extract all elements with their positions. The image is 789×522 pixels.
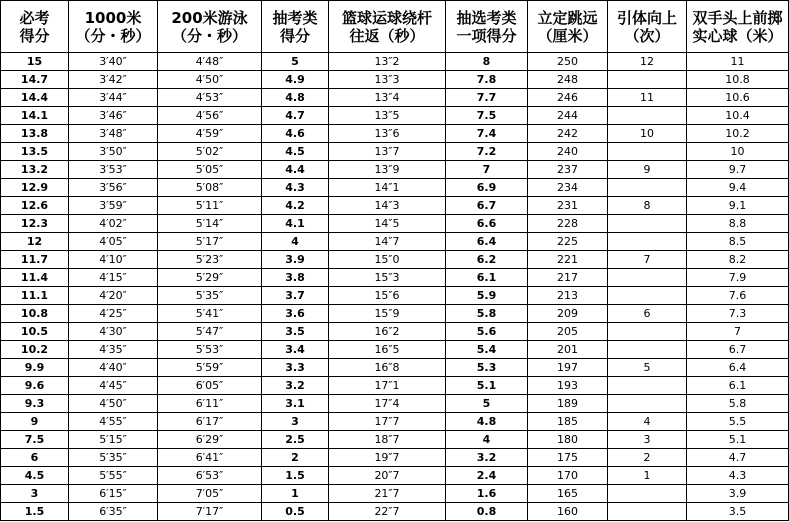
cell-elective-score: 8 [446, 53, 528, 71]
table-row [1, 503, 789, 521]
cell-1000m: 3′42″ [69, 71, 158, 89]
table-row [1, 413, 789, 431]
cell-elective-score: 3.2 [446, 449, 528, 467]
cell-1000m: 6′15″ [69, 485, 158, 503]
cell-pull-up [608, 287, 687, 305]
cell-required-score: 13.2 [1, 161, 69, 179]
cell-sampled-score: 2.5 [262, 431, 329, 449]
cell-200m-swim: 5′53″ [158, 341, 262, 359]
cell-sampled-score: 4 [262, 233, 329, 251]
cell-required-score: 12 [1, 233, 69, 251]
cell-medicine-ball-throw: 7.6 [687, 287, 789, 305]
cell-sampled-score: 4.3 [262, 179, 329, 197]
cell-1000m: 3′50″ [69, 143, 158, 161]
cell-standing-long-jump: 228 [528, 215, 608, 233]
cell-medicine-ball-throw: 10.8 [687, 71, 789, 89]
cell-standing-long-jump: 250 [528, 53, 608, 71]
cell-elective-score: 7.7 [446, 89, 528, 107]
cell-medicine-ball-throw: 5.1 [687, 431, 789, 449]
cell-medicine-ball-throw: 6.7 [687, 341, 789, 359]
cell-required-score: 10.5 [1, 323, 69, 341]
cell-medicine-ball-throw: 6.4 [687, 359, 789, 377]
cell-1000m: 4′10″ [69, 251, 158, 269]
cell-sampled-score: 3.3 [262, 359, 329, 377]
cell-medicine-ball-throw: 10.2 [687, 125, 789, 143]
cell-elective-score: 1.6 [446, 485, 528, 503]
cell-elective-score: 6.9 [446, 179, 528, 197]
cell-standing-long-jump: 193 [528, 377, 608, 395]
cell-sampled-score: 4.5 [262, 143, 329, 161]
table-row [1, 395, 789, 413]
cell-elective-score: 6.2 [446, 251, 528, 269]
cell-sampled-score: 4.8 [262, 89, 329, 107]
cell-basketball-dribble: 14″1 [329, 179, 446, 197]
cell-standing-long-jump: 217 [528, 269, 608, 287]
cell-standing-long-jump: 175 [528, 449, 608, 467]
cell-basketball-dribble: 17″1 [329, 377, 446, 395]
cell-200m-swim: 5′11″ [158, 197, 262, 215]
table-row [1, 71, 789, 89]
cell-200m-swim: 6′41″ [158, 449, 262, 467]
cell-medicine-ball-throw: 10 [687, 143, 789, 161]
cell-standing-long-jump: 213 [528, 287, 608, 305]
cell-1000m: 3′40″ [69, 53, 158, 71]
cell-medicine-ball-throw: 8.5 [687, 233, 789, 251]
table-row [1, 323, 789, 341]
cell-required-score: 15 [1, 53, 69, 71]
cell-1000m: 4′02″ [69, 215, 158, 233]
cell-pull-up [608, 323, 687, 341]
cell-basketball-dribble: 16″2 [329, 323, 446, 341]
cell-required-score: 12.9 [1, 179, 69, 197]
cell-pull-up [608, 269, 687, 287]
header-1000m: 1000米 （分・秒） [69, 1, 158, 53]
table-row [1, 467, 789, 485]
cell-standing-long-jump: 242 [528, 125, 608, 143]
cell-pull-up: 9 [608, 161, 687, 179]
cell-required-score: 9 [1, 413, 69, 431]
cell-sampled-score: 3.4 [262, 341, 329, 359]
cell-medicine-ball-throw: 7.9 [687, 269, 789, 287]
cell-standing-long-jump: 170 [528, 467, 608, 485]
cell-basketball-dribble: 14″3 [329, 197, 446, 215]
cell-pull-up: 2 [608, 449, 687, 467]
cell-standing-long-jump: 180 [528, 431, 608, 449]
cell-200m-swim: 5′59″ [158, 359, 262, 377]
cell-200m-swim: 4′59″ [158, 125, 262, 143]
cell-standing-long-jump: 209 [528, 305, 608, 323]
cell-basketball-dribble: 14″7 [329, 233, 446, 251]
cell-basketball-dribble: 16″5 [329, 341, 446, 359]
cell-sampled-score: 3.5 [262, 323, 329, 341]
table-row [1, 377, 789, 395]
cell-sampled-score: 3.1 [262, 395, 329, 413]
cell-sampled-score: 4.1 [262, 215, 329, 233]
cell-sampled-score: 3.9 [262, 251, 329, 269]
cell-required-score: 1.5 [1, 503, 69, 521]
cell-medicine-ball-throw: 10.4 [687, 107, 789, 125]
cell-sampled-score: 0.5 [262, 503, 329, 521]
cell-required-score: 13.8 [1, 125, 69, 143]
cell-pull-up [608, 503, 687, 521]
cell-1000m: 4′55″ [69, 413, 158, 431]
cell-200m-swim: 5′17″ [158, 233, 262, 251]
cell-standing-long-jump: 189 [528, 395, 608, 413]
cell-required-score: 9.3 [1, 395, 69, 413]
table-row [1, 359, 789, 377]
cell-200m-swim: 6′11″ [158, 395, 262, 413]
header-row [1, 1, 789, 53]
cell-required-score: 11.1 [1, 287, 69, 305]
cell-sampled-score: 3.2 [262, 377, 329, 395]
cell-required-score: 12.3 [1, 215, 69, 233]
cell-pull-up: 11 [608, 89, 687, 107]
cell-1000m: 3′48″ [69, 125, 158, 143]
cell-sampled-score: 4.9 [262, 71, 329, 89]
header-sampled-score: 抽考类 得分 [262, 1, 329, 53]
cell-elective-score: 6.6 [446, 215, 528, 233]
cell-pull-up: 4 [608, 413, 687, 431]
cell-standing-long-jump: 185 [528, 413, 608, 431]
cell-sampled-score: 3.6 [262, 305, 329, 323]
cell-1000m: 3′46″ [69, 107, 158, 125]
cell-elective-score: 5.1 [446, 377, 528, 395]
cell-basketball-dribble: 21″7 [329, 485, 446, 503]
cell-standing-long-jump: 197 [528, 359, 608, 377]
table-row [1, 53, 789, 71]
header-pull-up: 引体向上 （次） [608, 1, 687, 53]
cell-medicine-ball-throw: 8.2 [687, 251, 789, 269]
cell-medicine-ball-throw: 9.1 [687, 197, 789, 215]
cell-medicine-ball-throw: 5.8 [687, 395, 789, 413]
table-row [1, 161, 789, 179]
header-medicine-ball-throw: 双手头上前掷 实心球（米） [687, 1, 789, 53]
cell-elective-score: 7.8 [446, 71, 528, 89]
cell-standing-long-jump: 246 [528, 89, 608, 107]
cell-basketball-dribble: 18″7 [329, 431, 446, 449]
cell-pull-up [608, 179, 687, 197]
cell-1000m: 6′35″ [69, 503, 158, 521]
cell-1000m: 4′30″ [69, 323, 158, 341]
cell-elective-score: 2.4 [446, 467, 528, 485]
cell-elective-score: 6.4 [446, 233, 528, 251]
cell-basketball-dribble: 17″4 [329, 395, 446, 413]
cell-elective-score: 0.8 [446, 503, 528, 521]
cell-elective-score: 7.2 [446, 143, 528, 161]
table-row [1, 305, 789, 323]
cell-sampled-score: 1.5 [262, 467, 329, 485]
cell-required-score: 13.5 [1, 143, 69, 161]
cell-standing-long-jump: 248 [528, 71, 608, 89]
cell-required-score: 14.4 [1, 89, 69, 107]
cell-pull-up [608, 143, 687, 161]
cell-sampled-score: 3 [262, 413, 329, 431]
cell-elective-score: 5.4 [446, 341, 528, 359]
cell-basketball-dribble: 16″8 [329, 359, 446, 377]
cell-pull-up: 3 [608, 431, 687, 449]
cell-pull-up [608, 395, 687, 413]
cell-200m-swim: 7′17″ [158, 503, 262, 521]
cell-pull-up [608, 215, 687, 233]
cell-standing-long-jump: 201 [528, 341, 608, 359]
table-row [1, 341, 789, 359]
cell-standing-long-jump: 225 [528, 233, 608, 251]
cell-medicine-ball-throw: 9.7 [687, 161, 789, 179]
cell-standing-long-jump: 244 [528, 107, 608, 125]
cell-required-score: 14.1 [1, 107, 69, 125]
table-row [1, 125, 789, 143]
cell-1000m: 4′40″ [69, 359, 158, 377]
cell-elective-score: 7.4 [446, 125, 528, 143]
cell-200m-swim: 5′02″ [158, 143, 262, 161]
cell-medicine-ball-throw: 8.8 [687, 215, 789, 233]
cell-medicine-ball-throw: 3.9 [687, 485, 789, 503]
cell-sampled-score: 3.7 [262, 287, 329, 305]
cell-200m-swim: 5′47″ [158, 323, 262, 341]
table-row [1, 89, 789, 107]
header-required-score: 必考 得分 [1, 1, 69, 53]
cell-standing-long-jump: 237 [528, 161, 608, 179]
table-row [1, 485, 789, 503]
cell-medicine-ball-throw: 11 [687, 53, 789, 71]
cell-1000m: 4′35″ [69, 341, 158, 359]
cell-200m-swim: 6′17″ [158, 413, 262, 431]
cell-sampled-score: 4.7 [262, 107, 329, 125]
cell-basketball-dribble: 13″3 [329, 71, 446, 89]
cell-standing-long-jump: 240 [528, 143, 608, 161]
cell-200m-swim: 5′41″ [158, 305, 262, 323]
cell-elective-score: 5.9 [446, 287, 528, 305]
cell-required-score: 6 [1, 449, 69, 467]
cell-pull-up [608, 71, 687, 89]
cell-medicine-ball-throw: 4.3 [687, 467, 789, 485]
cell-required-score: 10.2 [1, 341, 69, 359]
table-row [1, 449, 789, 467]
cell-required-score: 4.5 [1, 467, 69, 485]
cell-required-score: 12.6 [1, 197, 69, 215]
cell-basketball-dribble: 13″9 [329, 161, 446, 179]
cell-elective-score: 4.8 [446, 413, 528, 431]
cell-1000m: 4′05″ [69, 233, 158, 251]
cell-medicine-ball-throw: 7.3 [687, 305, 789, 323]
cell-elective-score: 7.5 [446, 107, 528, 125]
cell-sampled-score: 4.4 [262, 161, 329, 179]
cell-basketball-dribble: 17″7 [329, 413, 446, 431]
cell-sampled-score: 4.2 [262, 197, 329, 215]
cell-medicine-ball-throw: 7 [687, 323, 789, 341]
cell-basketball-dribble: 14″5 [329, 215, 446, 233]
cell-standing-long-jump: 234 [528, 179, 608, 197]
cell-200m-swim: 5′14″ [158, 215, 262, 233]
cell-basketball-dribble: 13″2 [329, 53, 446, 71]
cell-elective-score: 4 [446, 431, 528, 449]
cell-elective-score: 5.8 [446, 305, 528, 323]
table-row [1, 107, 789, 125]
cell-required-score: 11.4 [1, 269, 69, 287]
cell-elective-score: 5.6 [446, 323, 528, 341]
cell-pull-up: 10 [608, 125, 687, 143]
cell-basketball-dribble: 13″7 [329, 143, 446, 161]
cell-pull-up [608, 485, 687, 503]
table-row [1, 179, 789, 197]
cell-200m-swim: 4′48″ [158, 53, 262, 71]
cell-basketball-dribble: 15″6 [329, 287, 446, 305]
cell-pull-up [608, 107, 687, 125]
header-basketball-dribble: 篮球运球绕杆 往返（秒） [329, 1, 446, 53]
cell-pull-up: 8 [608, 197, 687, 215]
cell-sampled-score: 5 [262, 53, 329, 71]
cell-1000m: 3′44″ [69, 89, 158, 107]
cell-1000m: 4′45″ [69, 377, 158, 395]
cell-required-score: 10.8 [1, 305, 69, 323]
header-standing-long-jump: 立定跳远 （厘米） [528, 1, 608, 53]
cell-pull-up: 5 [608, 359, 687, 377]
cell-required-score: 9.6 [1, 377, 69, 395]
cell-basketball-dribble: 15″0 [329, 251, 446, 269]
cell-required-score: 9.9 [1, 359, 69, 377]
cell-required-score: 7.5 [1, 431, 69, 449]
cell-1000m: 5′15″ [69, 431, 158, 449]
header-elective-score: 抽选考类 一项得分 [446, 1, 528, 53]
cell-standing-long-jump: 205 [528, 323, 608, 341]
table-header [1, 1, 789, 53]
cell-200m-swim: 5′05″ [158, 161, 262, 179]
cell-1000m: 4′15″ [69, 269, 158, 287]
cell-required-score: 11.7 [1, 251, 69, 269]
table-row [1, 251, 789, 269]
cell-pull-up [608, 377, 687, 395]
cell-200m-swim: 5′23″ [158, 251, 262, 269]
cell-pull-up: 6 [608, 305, 687, 323]
cell-medicine-ball-throw: 10.6 [687, 89, 789, 107]
cell-sampled-score: 3.8 [262, 269, 329, 287]
cell-1000m: 4′50″ [69, 395, 158, 413]
cell-required-score: 14.7 [1, 71, 69, 89]
table-row [1, 215, 789, 233]
cell-medicine-ball-throw: 4.7 [687, 449, 789, 467]
cell-sampled-score: 4.6 [262, 125, 329, 143]
cell-1000m: 5′35″ [69, 449, 158, 467]
cell-1000m: 5′55″ [69, 467, 158, 485]
cell-sampled-score: 2 [262, 449, 329, 467]
cell-elective-score: 7 [446, 161, 528, 179]
cell-required-score: 3 [1, 485, 69, 503]
table-row [1, 431, 789, 449]
cell-200m-swim: 4′50″ [158, 71, 262, 89]
cell-medicine-ball-throw: 3.5 [687, 503, 789, 521]
cell-sampled-score: 1 [262, 485, 329, 503]
cell-1000m: 3′53″ [69, 161, 158, 179]
cell-pull-up: 1 [608, 467, 687, 485]
cell-pull-up: 7 [608, 251, 687, 269]
table-row [1, 287, 789, 305]
cell-basketball-dribble: 19″7 [329, 449, 446, 467]
cell-basketball-dribble: 13″5 [329, 107, 446, 125]
table-body [1, 53, 789, 521]
cell-1000m: 4′25″ [69, 305, 158, 323]
table-row [1, 143, 789, 161]
cell-medicine-ball-throw: 9.4 [687, 179, 789, 197]
cell-1000m: 4′20″ [69, 287, 158, 305]
cell-200m-swim: 5′08″ [158, 179, 262, 197]
cell-standing-long-jump: 160 [528, 503, 608, 521]
cell-standing-long-jump: 165 [528, 485, 608, 503]
cell-elective-score: 6.1 [446, 269, 528, 287]
table-row [1, 197, 789, 215]
cell-basketball-dribble: 15″3 [329, 269, 446, 287]
cell-1000m: 3′59″ [69, 197, 158, 215]
cell-basketball-dribble: 13″6 [329, 125, 446, 143]
cell-pull-up: 12 [608, 53, 687, 71]
cell-standing-long-jump: 221 [528, 251, 608, 269]
cell-1000m: 3′56″ [69, 179, 158, 197]
cell-200m-swim: 6′53″ [158, 467, 262, 485]
cell-medicine-ball-throw: 6.1 [687, 377, 789, 395]
cell-medicine-ball-throw: 5.5 [687, 413, 789, 431]
cell-200m-swim: 5′35″ [158, 287, 262, 305]
cell-basketball-dribble: 13″4 [329, 89, 446, 107]
cell-200m-swim: 6′29″ [158, 431, 262, 449]
cell-200m-swim: 7′05″ [158, 485, 262, 503]
cell-elective-score: 6.7 [446, 197, 528, 215]
cell-200m-swim: 6′05″ [158, 377, 262, 395]
cell-basketball-dribble: 20″7 [329, 467, 446, 485]
cell-elective-score: 5 [446, 395, 528, 413]
table-row [1, 269, 789, 287]
cell-pull-up [608, 341, 687, 359]
header-200m-swim: 200米游泳 （分・秒） [158, 1, 262, 53]
cell-basketball-dribble: 15″9 [329, 305, 446, 323]
cell-elective-score: 5.3 [446, 359, 528, 377]
cell-200m-swim: 4′56″ [158, 107, 262, 125]
cell-basketball-dribble: 22″7 [329, 503, 446, 521]
cell-standing-long-jump: 231 [528, 197, 608, 215]
table-row [1, 233, 789, 251]
cell-200m-swim: 4′53″ [158, 89, 262, 107]
cell-pull-up [608, 233, 687, 251]
cell-200m-swim: 5′29″ [158, 269, 262, 287]
